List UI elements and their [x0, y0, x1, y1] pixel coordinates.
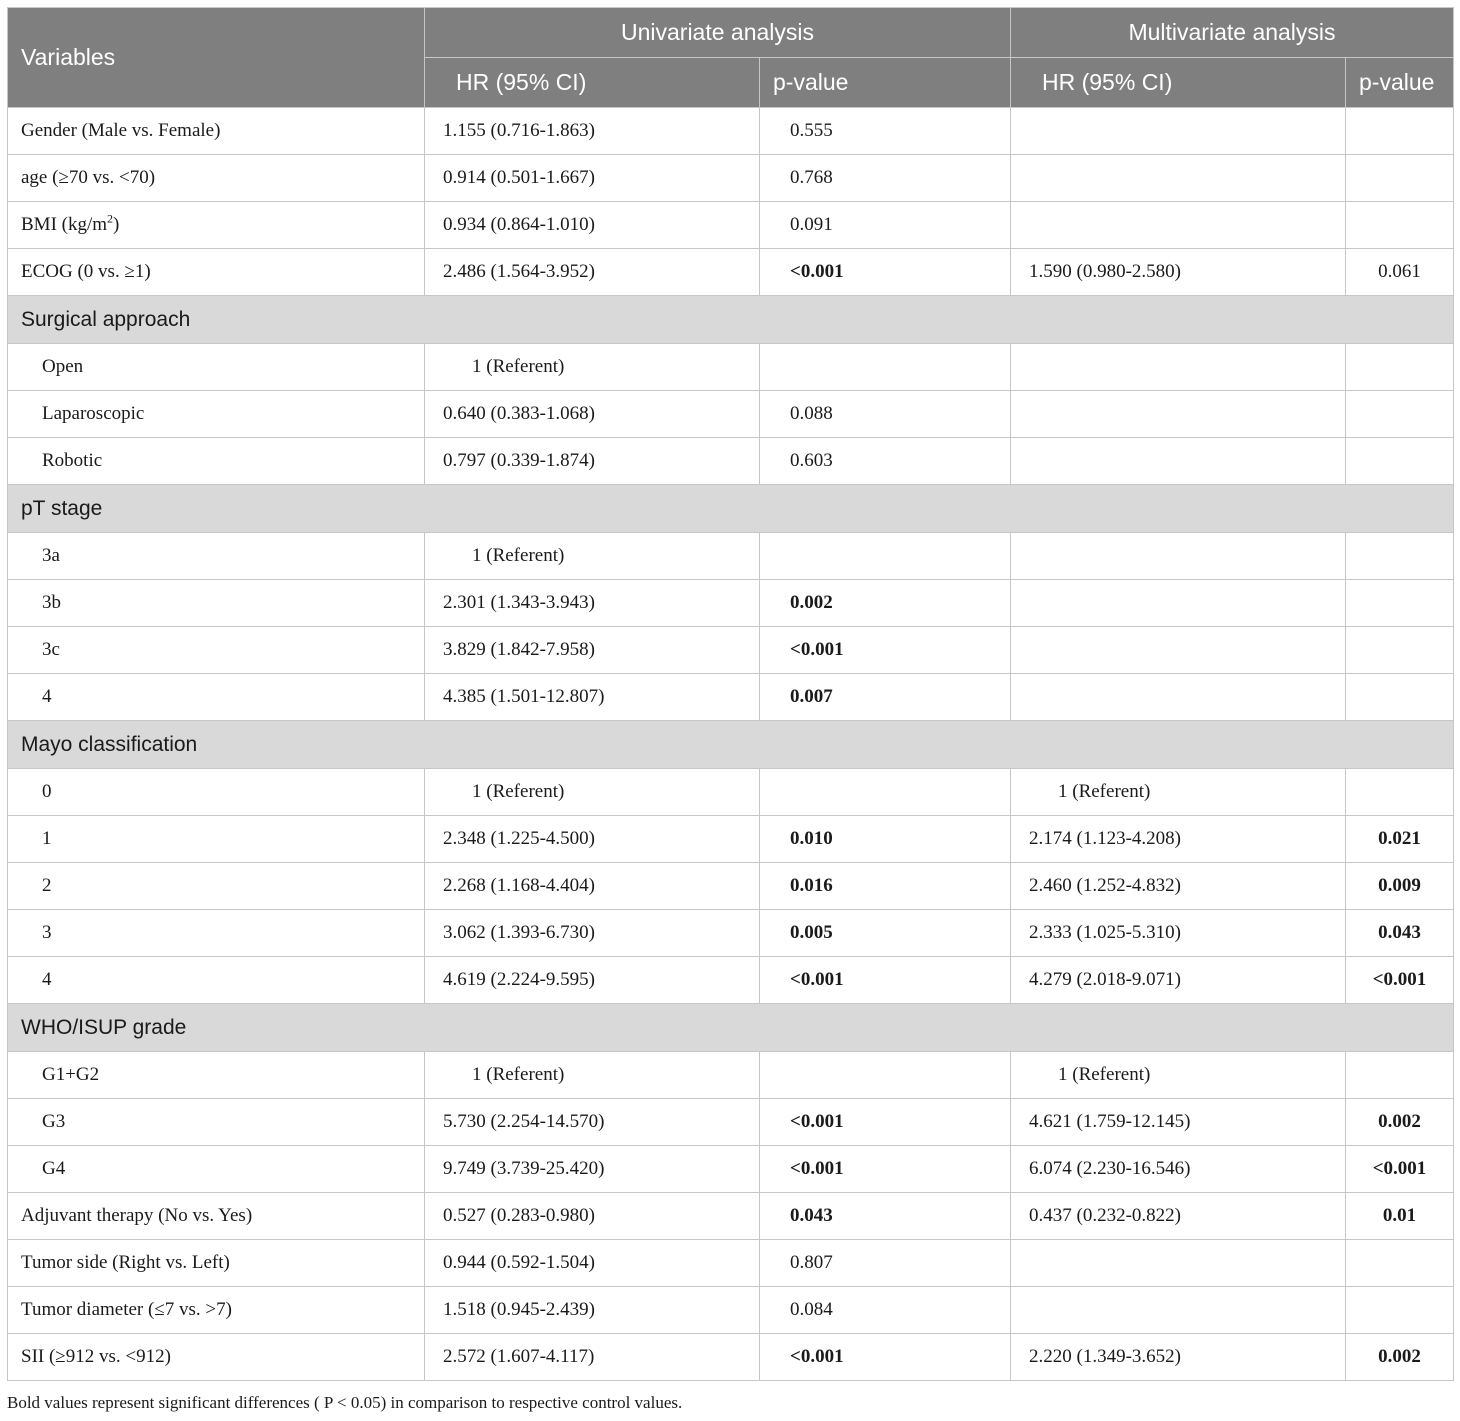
univariate-hr-cell: 1 (Referent)	[425, 769, 760, 816]
multivariate-hr-cell: 4.621 (1.759-12.145)	[1011, 1099, 1346, 1146]
multivariate-p-cell	[1346, 344, 1454, 391]
multivariate-hr-cell: 2.220 (1.349-3.652)	[1011, 1334, 1346, 1381]
table-row	[8, 108, 1454, 155]
univariate-hr-cell: 1.155 (0.716-1.863)	[425, 108, 760, 155]
variable-label: 4	[42, 686, 52, 707]
univariate-hr-cell: 3.062 (1.393-6.730)	[425, 910, 760, 957]
univariate-hr-cell: 3.829 (1.842-7.958)	[425, 627, 760, 674]
multivariate-p-cell	[1346, 580, 1454, 627]
multivariate-p-cell	[1346, 1240, 1454, 1287]
table-body	[8, 108, 1454, 1381]
univariate-p-cell: <0.001	[760, 249, 1011, 296]
multivariate-p-cell	[1346, 674, 1454, 721]
univariate-hr-cell: 2.348 (1.225-4.500)	[425, 816, 760, 863]
multivariate-p-cell: 0.002	[1346, 1099, 1454, 1146]
multivariate-p-cell: 0.009	[1346, 863, 1454, 910]
univariate-hr-cell: 9.749 (3.739-25.420)	[425, 1146, 760, 1193]
variable-cell	[8, 391, 425, 438]
table-row	[8, 1334, 1454, 1381]
header-uni-p: p-value	[760, 58, 1011, 108]
header-multivariate: Multivariate analysis	[1011, 8, 1454, 58]
multivariate-hr-cell	[1011, 155, 1346, 202]
variable-cell	[8, 344, 425, 391]
univariate-hr-cell: 0.944 (0.592-1.504)	[425, 1240, 760, 1287]
variable-label: Adjuvant therapy (No vs. Yes)	[21, 1205, 253, 1226]
table-row	[8, 957, 1454, 1004]
section-row	[8, 485, 1454, 533]
table-row	[8, 1146, 1454, 1193]
multivariate-hr-cell: 2.174 (1.123-4.208)	[1011, 816, 1346, 863]
multivariate-hr-cell: 4.279 (2.018-9.071)	[1011, 957, 1346, 1004]
univariate-hr-cell: 1.518 (0.945-2.439)	[425, 1287, 760, 1334]
table-row	[8, 769, 1454, 816]
multivariate-p-cell: <0.001	[1346, 957, 1454, 1004]
multivariate-hr-cell	[1011, 438, 1346, 485]
variable-cell	[8, 1146, 425, 1193]
multivariate-hr-cell	[1011, 627, 1346, 674]
multivariate-p-cell	[1346, 155, 1454, 202]
variable-cell	[8, 202, 425, 249]
multivariate-p-cell	[1346, 438, 1454, 485]
variable-cell	[8, 1240, 425, 1287]
table-row	[8, 438, 1454, 485]
univariate-hr-cell: 5.730 (2.254-14.570)	[425, 1099, 760, 1146]
header-univariate: Univariate analysis	[425, 8, 1011, 58]
univariate-p-cell: <0.001	[760, 1334, 1011, 1381]
univariate-hr-cell: 0.797 (0.339-1.874)	[425, 438, 760, 485]
multivariate-hr-cell	[1011, 674, 1346, 721]
multivariate-p-cell	[1346, 627, 1454, 674]
header-multi-hr: HR (95% CI)	[1011, 58, 1346, 108]
univariate-hr-cell: 0.527 (0.283-0.980)	[425, 1193, 760, 1240]
variable-label: 3b	[42, 592, 61, 613]
variable-cell	[8, 816, 425, 863]
table-row	[8, 910, 1454, 957]
variable-cell	[8, 1099, 425, 1146]
univariate-hr-cell: 1 (Referent)	[425, 344, 760, 391]
multivariate-p-cell	[1346, 1052, 1454, 1099]
univariate-p-cell: 0.005	[760, 910, 1011, 957]
univariate-p-cell: <0.001	[760, 1099, 1011, 1146]
multivariate-hr-cell	[1011, 1240, 1346, 1287]
multivariate-hr-cell	[1011, 108, 1346, 155]
header-variables: Variables	[8, 8, 425, 108]
variable-label: BMI (kg/m	[21, 214, 108, 235]
variable-label: Gender (Male vs. Female)	[21, 120, 221, 141]
univariate-hr-cell: 0.640 (0.383-1.068)	[425, 391, 760, 438]
multivariate-p-cell: 0.021	[1346, 816, 1454, 863]
variable-cell	[8, 438, 425, 485]
multivariate-hr-cell: 2.460 (1.252-4.832)	[1011, 863, 1346, 910]
table-row	[8, 1193, 1454, 1240]
variable-cell	[8, 108, 425, 155]
multivariate-p-cell	[1346, 533, 1454, 580]
variable-label: 3	[42, 922, 52, 943]
table-row	[8, 1099, 1454, 1146]
variable-cell	[8, 155, 425, 202]
univariate-p-cell: 0.555	[760, 108, 1011, 155]
variable-cell	[8, 863, 425, 910]
table-row	[8, 1287, 1454, 1334]
results-table-container	[7, 7, 1453, 1381]
multivariate-p-cell: 0.043	[1346, 910, 1454, 957]
univariate-p-cell: 0.007	[760, 674, 1011, 721]
multivariate-hr-cell: 0.437 (0.232-0.822)	[1011, 1193, 1346, 1240]
univariate-p-cell: 0.091	[760, 202, 1011, 249]
table-row	[8, 249, 1454, 296]
table-row	[8, 391, 1454, 438]
univariate-hr-cell: 4.385 (1.501-12.807)	[425, 674, 760, 721]
univariate-hr-cell: 2.572 (1.607-4.117)	[425, 1334, 760, 1381]
multivariate-hr-cell	[1011, 202, 1346, 249]
multivariate-p-cell	[1346, 202, 1454, 249]
cox-regression-table	[7, 7, 1454, 1381]
univariate-hr-cell: 0.934 (0.864-1.010)	[425, 202, 760, 249]
section-label: WHO/ISUP grade	[8, 1004, 1454, 1052]
univariate-p-cell: 0.768	[760, 155, 1011, 202]
section-label: pT stage	[8, 485, 1454, 533]
multivariate-hr-cell	[1011, 533, 1346, 580]
table-row	[8, 344, 1454, 391]
section-row	[8, 721, 1454, 769]
multivariate-p-cell: <0.001	[1346, 1146, 1454, 1193]
multivariate-hr-cell: 1 (Referent)	[1011, 769, 1346, 816]
variable-label: ECOG (0 vs. ≥1)	[21, 261, 151, 282]
univariate-p-cell	[760, 344, 1011, 391]
variable-label: SII (≥912 vs. <912)	[21, 1346, 171, 1367]
univariate-p-cell: 0.016	[760, 863, 1011, 910]
univariate-p-cell	[760, 533, 1011, 580]
univariate-hr-cell: 1 (Referent)	[425, 533, 760, 580]
univariate-p-cell	[760, 1052, 1011, 1099]
univariate-p-cell: 0.088	[760, 391, 1011, 438]
variable-label: Tumor side (Right vs. Left)	[21, 1252, 230, 1273]
univariate-hr-cell: 4.619 (2.224-9.595)	[425, 957, 760, 1004]
variable-label: Laparoscopic	[42, 403, 145, 424]
section-row	[8, 1004, 1454, 1052]
variable-cell	[8, 910, 425, 957]
variable-cell	[8, 249, 425, 296]
variable-cell	[8, 533, 425, 580]
table-row	[8, 627, 1454, 674]
variable-cell	[8, 1287, 425, 1334]
table-row	[8, 816, 1454, 863]
multivariate-hr-cell: 1 (Referent)	[1011, 1052, 1346, 1099]
variable-label: G1+G2	[42, 1064, 100, 1085]
variable-label: Robotic	[42, 450, 103, 471]
multivariate-p-cell	[1346, 108, 1454, 155]
variable-label: age (≥70 vs. <70)	[21, 167, 156, 188]
variable-cell	[8, 580, 425, 627]
header-uni-hr: HR (95% CI)	[425, 58, 760, 108]
variable-label: 3c	[42, 639, 60, 660]
multivariate-p-cell	[1346, 391, 1454, 438]
variable-cell	[8, 1334, 425, 1381]
multivariate-p-cell	[1346, 769, 1454, 816]
univariate-p-cell: 0.603	[760, 438, 1011, 485]
multivariate-hr-cell: 2.333 (1.025-5.310)	[1011, 910, 1346, 957]
variable-label: 4	[42, 969, 52, 990]
variable-label-superscript: 2	[107, 211, 114, 226]
univariate-hr-cell: 1 (Referent)	[425, 1052, 760, 1099]
univariate-p-cell: <0.001	[760, 1146, 1011, 1193]
section-label: Surgical approach	[8, 296, 1454, 344]
table-footnote: Bold values represent significant differences ( P < 0.05) in comparison to respective control values.	[7, 1393, 683, 1412]
univariate-hr-cell: 2.268 (1.168-4.404)	[425, 863, 760, 910]
univariate-p-cell: 0.084	[760, 1287, 1011, 1334]
table-row	[8, 1052, 1454, 1099]
multivariate-hr-cell: 1.590 (0.980-2.580)	[1011, 249, 1346, 296]
univariate-p-cell: <0.001	[760, 957, 1011, 1004]
variable-label: G3	[42, 1111, 66, 1132]
variable-label: 1	[42, 828, 52, 849]
variable-cell	[8, 627, 425, 674]
multivariate-p-cell: 0.01	[1346, 1193, 1454, 1240]
multivariate-hr-cell	[1011, 344, 1346, 391]
variable-label: G4	[42, 1158, 66, 1179]
multivariate-hr-cell	[1011, 580, 1346, 627]
table-header	[8, 8, 1454, 108]
univariate-p-cell: 0.043	[760, 1193, 1011, 1240]
multivariate-hr-cell	[1011, 1287, 1346, 1334]
univariate-p-cell: 0.807	[760, 1240, 1011, 1287]
section-label: Mayo classification	[8, 721, 1454, 769]
univariate-hr-cell: 0.914 (0.501-1.667)	[425, 155, 760, 202]
univariate-p-cell: <0.001	[760, 627, 1011, 674]
univariate-p-cell: 0.010	[760, 816, 1011, 863]
univariate-hr-cell: 2.301 (1.343-3.943)	[425, 580, 760, 627]
univariate-p-cell	[760, 769, 1011, 816]
table-row	[8, 1240, 1454, 1287]
variable-cell	[8, 1052, 425, 1099]
variable-label: Tumor diameter (≤7 vs. >7)	[21, 1299, 232, 1320]
table-row	[8, 155, 1454, 202]
table-row	[8, 674, 1454, 721]
variable-cell	[8, 1193, 425, 1240]
multivariate-hr-cell	[1011, 391, 1346, 438]
univariate-p-cell: 0.002	[760, 580, 1011, 627]
variable-label: 3a	[42, 545, 60, 566]
table-row	[8, 202, 1454, 249]
univariate-hr-cell: 2.486 (1.564-3.952)	[425, 249, 760, 296]
header-multi-p: p-value	[1346, 58, 1454, 108]
multivariate-hr-cell: 6.074 (2.230-16.546)	[1011, 1146, 1346, 1193]
table-row	[8, 863, 1454, 910]
variable-label: 2	[42, 875, 52, 896]
section-row	[8, 296, 1454, 344]
table-row	[8, 533, 1454, 580]
variable-label-suffix: )	[113, 214, 120, 235]
variable-cell	[8, 769, 425, 816]
multivariate-p-cell: 0.061	[1346, 249, 1454, 296]
variable-cell	[8, 674, 425, 721]
multivariate-p-cell	[1346, 1287, 1454, 1334]
table-row	[8, 580, 1454, 627]
multivariate-p-cell: 0.002	[1346, 1334, 1454, 1381]
variable-cell	[8, 957, 425, 1004]
variable-label: 0	[42, 781, 52, 802]
variable-label: Open	[42, 356, 84, 377]
